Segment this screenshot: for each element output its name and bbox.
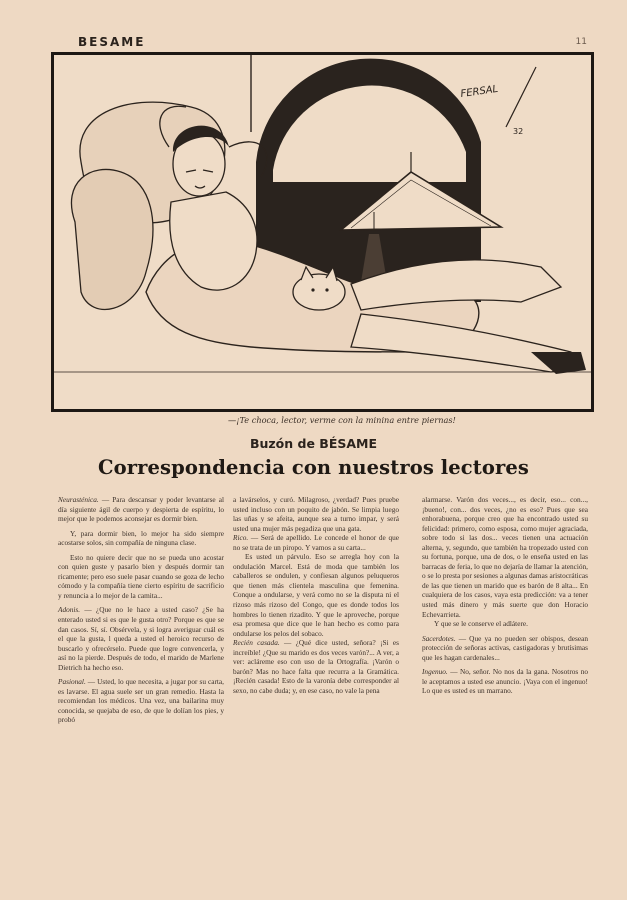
letter-reply — [422, 667, 588, 696]
correspondent-name: Ingenuo. — [422, 667, 448, 677]
reply-text: — Que ya no pueden ser obispos, desean protección de señoras activas, castigadoras y brutísimas que les hagan cardenales... — [422, 633, 588, 662]
running-title: BESAME — [78, 35, 146, 49]
reply-text: — Usted, lo que necesita, a jugar por su carta, es lavarse. El agua suele ser un gran remedio. Hasta la recomiendan los médicos. Una vez, una bailarina muy conocida, se quejaba de eso, de que le dolían los pies, y probó — [58, 677, 224, 725]
column-2 — [233, 495, 399, 695]
correspondent-name: Neurasténica. — [58, 495, 99, 504]
letter-reply — [58, 677, 224, 725]
letter-reply — [233, 533, 399, 552]
correspondent-name: Recién casada. — [233, 638, 280, 648]
illustration — [51, 52, 594, 412]
reply-text: — ¿Qué dice usted, señora? ¡Si es increíble! ¿Que su marido es dos veces varón?... A ver, a ver: acláreme eso con uso de la Ortografía. ¡Varón o barón? Mas no hace falta que recurra a la Gramática. ¡Recién casada! Esto de la varonía debe corresponder al sexo, no cabe duda; y, en ese caso, no vale la pena — [233, 638, 400, 695]
article-headline: Correspondencia con nuestros lectores — [98, 456, 529, 479]
letter-reply — [58, 605, 224, 672]
letter-reply — [233, 638, 399, 695]
reply-paragraph: Esto no quiere decir que no se pueda uno acostar con quien guste y pasarlo bien y después dormir tan ricamente; pero eso suele pasar cuando se goza de lecho cómodo y la compañía tiene cierto espíritu de sacrificio y renuncia a lo mejor de la camita... — [58, 552, 224, 600]
article-columns — [58, 495, 588, 895]
reply-text: — Para descansar y poder levantarse al día siguiente ágil de cuerpo y despierta de espíritu, lo mejor que le podemos aconsejar es dormir bien. — [58, 495, 224, 524]
letter-reply — [422, 634, 588, 663]
column-3 — [422, 495, 588, 696]
reply-paragraph: alarmarse. Varón dos veces..., es decir, eso... con..., ¡bueno!, con... dos veces, ¿no es eso? Pues que sea enhorabuena, porque creo que ha encontrado usted su felicidad: primero, como esposa, como mujer agraciada, sobre todo si las dos... veces tienen una actuación alterna, y, segundo, que también ha tropezado usted con su fortuna, porque, una de dos, o le enseña usted en las barracas de feria, lo que no dejaría de llamar la atención, o se lo presta por sesiones a algunas damas aristocráticas de las que tienen un marido que es barón de 8 alta... En cualquiera de los casos, vaya esta predicción: va a tener usted más dinero y más suerte que don Horacio Echevarrieta. — [422, 495, 588, 619]
correspondent-name: Sacerdotes. — [422, 633, 456, 643]
reply-text: — ¿Que no le hace a usted caso? ¿Se ha enterado usted si es que le gusta otro? Porque es que se dan casos. Sí, sí. Obsérvela, y si logra averiguar cuál es el que la gusta, l queda a usted el heroico recurso de buscarlo y ofrecérselo. Puede que logre convencerla, y así no la pierde. Después de todo, el marido de Marlene Dietrich ha hecho eso. — [58, 605, 224, 672]
article-kicker: Buzón de BÉSAME — [249, 436, 378, 451]
letter-reply — [58, 495, 224, 524]
reply-paragraph: Y que se le conserve el adlátere. — [434, 619, 528, 629]
reply-paragraph: Y, para dormir bien, lo mejor ha sido siempre acostarse solos, sin compañía de ninguna clase. — [58, 528, 224, 548]
page-number: 11 — [575, 37, 587, 47]
correspondent-name: Adonis. — [58, 605, 81, 615]
column-1 — [58, 495, 224, 725]
reply-paragraph: a lavárselos, y curó. Milagroso, ¿verdad? Pues pruebe usted incluso con un poquito de jabón. Se limpia luego las uñas y se afeita, aunque sea a turno impar, y será usted una mujer más pegadiza que una gata. — [233, 495, 399, 533]
correspondent-name: Rico. — [233, 533, 249, 543]
illustration-signature-year: 32 — [513, 127, 524, 136]
reply-text: — Será de apellido. Le concede el honor de que no se trata de un piropo. Y vamos a su carta... — [233, 533, 399, 552]
reply-paragraph: Es usted un párvulo. Eso se arregla hoy con la ondulación Marcel. Está de moda que también los caballeros se ondulen, y confiesan algunos peluqueros que tienen más clientela masculina que femenina. Conque a ondularse, y verá como no se la disputa ni el rizoso más rizoso del Congo, que es donde todos los hombres lo tienen rizadito. Y que le aproveche, porque esa promesa que dice que le han hecho es como para ondularse los pelos del sobaco. — [233, 552, 399, 638]
correspondent-name: Pasional. — [58, 677, 86, 687]
reply-text: — No, señor. No nos da la gana. Nosotros no le aceptamos a usted ese anuncio. ¡Vaya con el ingenuo! Lo que es usted es un marrano. — [422, 667, 588, 696]
illustration-signature: FERSAL — [459, 83, 499, 100]
page-header — [78, 34, 587, 50]
illustration-caption: —¡Te choca, lector, verme con la minina entre piernas! — [228, 415, 456, 425]
